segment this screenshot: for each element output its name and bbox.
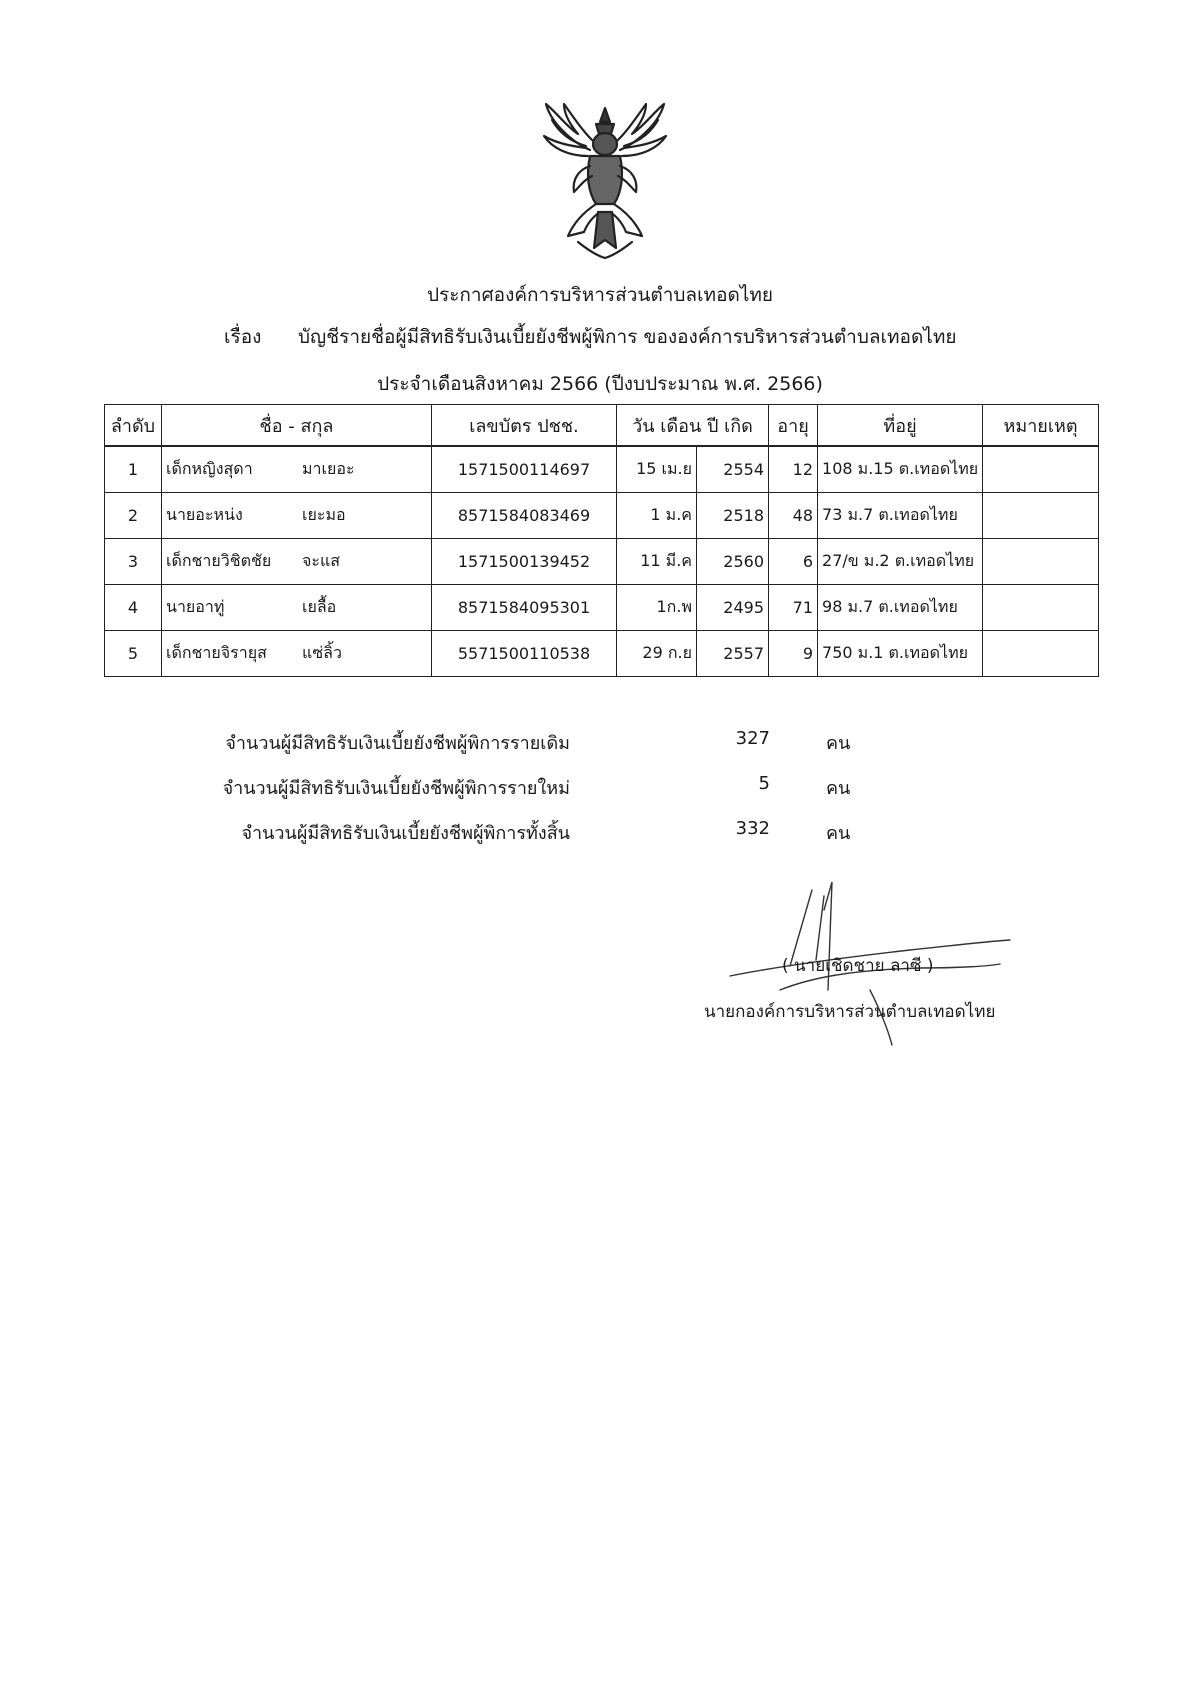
row-age: 6 (769, 539, 818, 585)
row-year: 2554 (697, 446, 769, 493)
row-address: 750 ม.1 ต.เทอดไทย (818, 631, 983, 677)
summary-value: 332 (735, 818, 770, 839)
row-id: 1571500114697 (432, 446, 617, 493)
row-no: 4 (105, 585, 162, 631)
table-row (105, 493, 1099, 539)
row-remark (983, 631, 1099, 677)
row-id: 1571500139452 (432, 539, 617, 585)
summary-unit: คน (826, 733, 851, 754)
row-remark (983, 585, 1099, 631)
row-last-name: เยะมอ (302, 505, 346, 524)
row-id: 5571500110538 (432, 631, 617, 677)
row-no: 1 (105, 446, 162, 493)
signatory-position: นายกองค์การบริหารส่วนตำบลเทอดไทย (704, 1002, 996, 1022)
summary-label: จำนวนผู้มีสิทธิรับเงินเบี้ยยังชีพผู้พิการรายใหม่ (222, 778, 570, 799)
summary-label: จำนวนผู้มีสิทธิรับเงินเบี้ยยังชีพผู้พิการทั้งสิ้น (241, 823, 570, 844)
header-address: ที่อยู่ (818, 405, 983, 447)
row-id: 8571584095301 (432, 585, 617, 631)
table-row (105, 539, 1099, 585)
summary-label: จำนวนผู้มีสิทธิรับเงินเบี้ยยังชีพผู้พิการรายเดิม (225, 733, 570, 754)
row-no: 2 (105, 493, 162, 539)
row-no: 5 (105, 631, 162, 677)
header-remark: หมายเหตุ (983, 405, 1099, 447)
row-age: 9 (769, 631, 818, 677)
row-last-name: จะแส (302, 551, 341, 570)
header-id: เลขบัตร ปชช. (432, 405, 617, 447)
header-name: ชื่อ - สกุล (162, 405, 432, 447)
row-last-name: เยลื้อ (302, 597, 337, 616)
period-line: ประจำเดือนสิงหาคม 2566 (ปีงบประมาณ พ.ศ. 2566) (377, 373, 823, 395)
header-dob: วัน เดือน ปี เกิด (617, 405, 769, 447)
row-address: 27/ข ม.2 ต.เทอดไทย (818, 539, 983, 585)
header-age: อายุ (769, 405, 818, 447)
table-row (105, 631, 1099, 677)
subject-label: เรื่อง (224, 326, 262, 348)
row-age: 48 (769, 493, 818, 539)
row-remark (983, 446, 1099, 493)
summary-value: 327 (735, 728, 770, 749)
row-year: 2495 (697, 585, 769, 631)
row-first-name: นายอาทู่ (166, 597, 225, 616)
table-row (105, 446, 1099, 493)
row-date: 1 ม.ค (617, 493, 697, 539)
summary-value: 5 (758, 773, 770, 794)
row-first-name: เด็กหญิงสุดา (166, 459, 253, 478)
table-header-row (105, 405, 1099, 447)
row-date: 1ก.พ (617, 585, 697, 631)
signatory-name: ( นายเชิดชาย ลาซี ) (782, 956, 934, 976)
beneficiary-table (104, 404, 1099, 677)
row-remark (983, 493, 1099, 539)
row-name (162, 539, 432, 585)
row-address: 108 ม.15 ต.เทอดไทย (818, 446, 983, 493)
header-no: ลำดับ (105, 405, 162, 447)
summary-unit: คน (826, 778, 851, 799)
row-name (162, 585, 432, 631)
row-last-name: มาเยอะ (302, 459, 355, 478)
row-first-name: เด็กชายวิชิตชัย (166, 551, 272, 570)
row-year: 2560 (697, 539, 769, 585)
row-date: 29 ก.ย (617, 631, 697, 677)
row-name (162, 631, 432, 677)
row-address: 98 ม.7 ต.เทอดไทย (818, 585, 983, 631)
row-age: 12 (769, 446, 818, 493)
row-date: 15 เม.ย (617, 446, 697, 493)
row-date: 11 มี.ค (617, 539, 697, 585)
summary-unit: คน (826, 823, 851, 844)
row-last-name: แซ่ลิ้ว (302, 643, 342, 662)
row-no: 3 (105, 539, 162, 585)
garuda-emblem-icon (538, 100, 672, 260)
row-id: 8571584083469 (432, 493, 617, 539)
subject-text: บัญชีรายชื่อผู้มีสิทธิรับเงินเบี้ยยังชีพผู้พิการ ขององค์การบริหารส่วนตำบลเทอดไทย (298, 326, 957, 348)
row-name (162, 493, 432, 539)
row-year: 2557 (697, 631, 769, 677)
row-year: 2518 (697, 493, 769, 539)
table-row (105, 585, 1099, 631)
row-address: 73 ม.7 ต.เทอดไทย (818, 493, 983, 539)
row-remark (983, 539, 1099, 585)
row-first-name: นายอะหน่ง (166, 505, 243, 524)
row-name (162, 446, 432, 493)
row-age: 71 (769, 585, 818, 631)
document-title: ประกาศองค์การบริหารส่วนตำบลเทอดไทย (426, 284, 774, 306)
row-first-name: เด็กชายจิรายุส (166, 643, 267, 662)
